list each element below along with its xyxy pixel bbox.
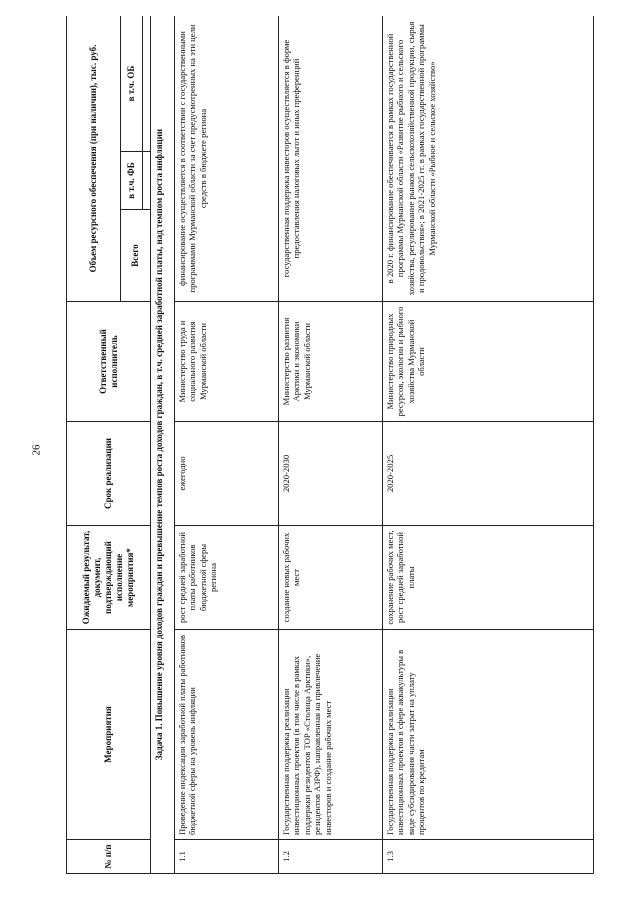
col-ob-header: в т.ч. ОБ: [121, 16, 143, 152]
col-term-header: Срок реализации: [67, 422, 151, 526]
row-term: ежегодно: [175, 422, 279, 526]
task-title: Задача 1. Повышение уровня доходов граждан и превышение темпов роста доходов граждан, в т.ч. средней заработной платы, над темпом роста инфляции: [151, 16, 175, 874]
row-term: 2020-2030: [279, 422, 383, 526]
row-resources: государственная поддержка инвесторов осуществляется в форме предоставления налоговых льгот и иных преференций: [279, 16, 383, 302]
fb-spacer: [143, 152, 151, 210]
row-term: 2020-2025: [383, 422, 594, 526]
row-activity: Проведение индексации заработной платы работников бюджетной сферы на уровень инфляции: [175, 630, 279, 840]
row-executor: Министерство природных ресурсов, экологии и рыбного хозяйства Мурманской области: [383, 302, 594, 422]
col-fb-header: в т.ч. ФБ: [121, 152, 143, 210]
page-number: 26: [30, 444, 43, 456]
row-result: сохранение рабочих мест, рост средней заработной платы: [383, 526, 594, 630]
rotated-table-area: [66, 16, 594, 874]
table-row: [175, 16, 279, 874]
row-num: 1.1: [175, 840, 279, 874]
col-result-header: Ожидаемый результат, документ, подтверждающий исполнение мероприятия*: [67, 526, 151, 630]
col-executor-header: Ответственный исполнитель: [67, 302, 151, 422]
row-result: создание новых рабочих мест: [279, 526, 383, 630]
row-executor: Министерство развития Арктики и экономики Мурманской области: [279, 302, 383, 422]
col-activities-header: Мероприятия: [67, 630, 151, 840]
ob-spacer: [143, 16, 151, 152]
row-resources: финансирование осуществляется в соответствии с государственными программами Мурманской области за счет предусмотренных на эти цели средств в бюджете региона: [175, 16, 279, 302]
row-executor: Министерство труда и социального развития Мурманской области: [175, 302, 279, 422]
row-resources: в 2020 г. финансирование обеспечивается в рамках государственной программы Мурманской области «Развитие рыбного и сельского хозяйства, регулирование рынков сельскохозяйственной продукции, сырья и продовольствия»; в 2021-2025 гг. в рамках государственной программы Мурманской области «Рыбное и сельское хозяйство»: [383, 16, 594, 302]
col-total-header: Всего: [121, 210, 151, 302]
row-num: 1.2: [279, 840, 383, 874]
col-resources-header: Объем ресурсного обеспечения (при наличии), тыс. руб.: [67, 16, 121, 302]
task-row: [151, 16, 175, 874]
col-num-header: № п/п: [67, 840, 151, 874]
row-result: рост средней заработной платы работников бюджетной сферы региона: [175, 526, 279, 630]
activities-table: [66, 16, 594, 874]
row-num: 1.3: [383, 840, 594, 874]
row-activity: Государственная поддержка реализации инвестиционных проектов (в том числе в рамках поддержки резидентов ТОР «Столица Арктики», резидентов АЗРФ), направленная на привлечение инвесторов и создание рабочих мест: [279, 630, 383, 840]
header-row-1: [67, 16, 121, 874]
table-row: [383, 16, 594, 874]
landscape-sheet: [66, 16, 594, 874]
table-row: [279, 16, 383, 874]
row-activity: Государственная поддержка реализации инвестиционных проектов в сфере аквакультуры в виде субсидирования части затрат на уплату процентов по кредитам: [383, 630, 594, 840]
